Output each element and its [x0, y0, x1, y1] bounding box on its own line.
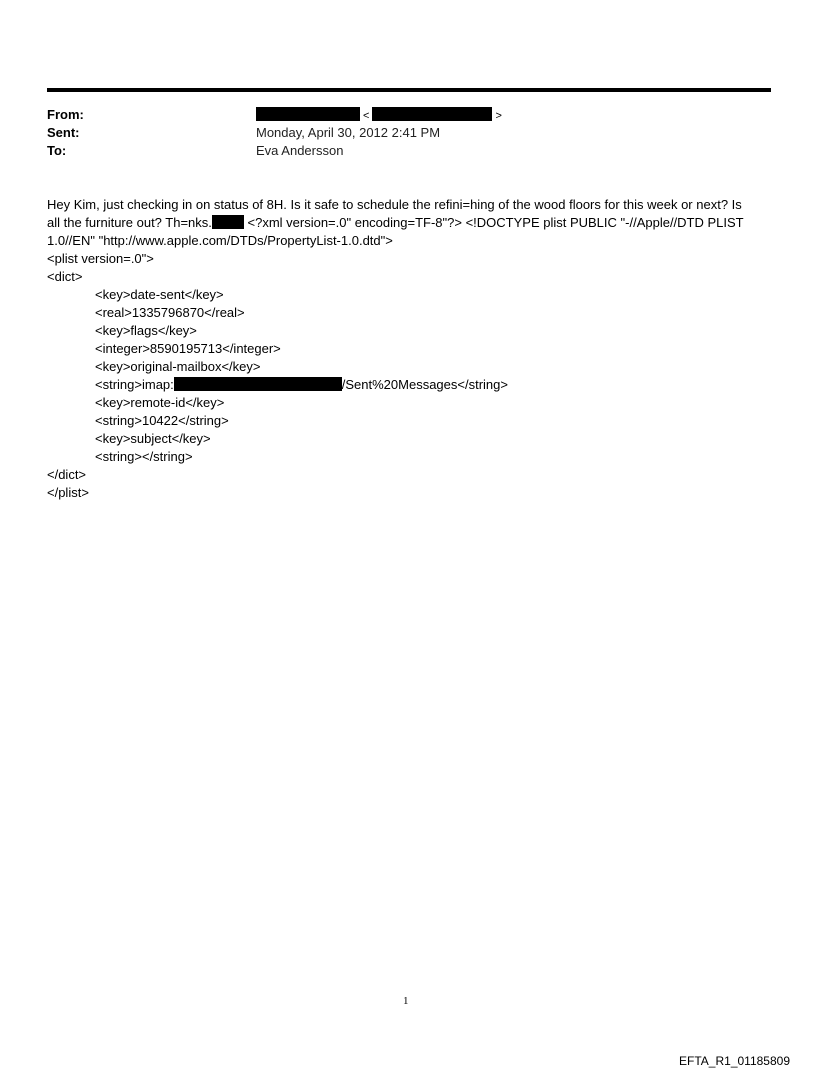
integer-value: <integer>8590195713</integer> — [95, 341, 281, 356]
key-flags: <key>flags</key> — [95, 323, 197, 338]
body-text-segment: <?xml version=.0" encoding=TF-8"?> <!DOCTYPE plist PUBLIC "-//Apple//DTD PLIST — [243, 215, 744, 230]
sent-row — [47, 125, 771, 143]
body-line — [47, 214, 771, 232]
email-body — [47, 196, 771, 502]
redaction-box — [256, 107, 360, 121]
from-label: From: — [47, 107, 84, 122]
from-close-bracket: > — [495, 110, 502, 122]
from-open-bracket: < — [363, 110, 370, 122]
plist-close: </plist> — [47, 485, 89, 500]
body-line: 1.0//EN" "http://www.apple.com/DTDs/PropertyList-1.0.dtd"> — [47, 233, 393, 248]
dict-open: <dict> — [47, 269, 83, 284]
key-date-sent: <key>date-sent</key> — [95, 287, 224, 302]
redaction-box — [212, 215, 244, 229]
imap-suffix: /Sent%20Messages</string> — [341, 377, 508, 392]
key-remote-id: <key>remote-id</key> — [95, 395, 225, 410]
document-id: EFTA_R1_01185809 — [679, 1054, 790, 1068]
to-label: To: — [47, 143, 67, 158]
key-subject: <key>subject</key> — [95, 431, 211, 446]
sent-value: Monday, April 30, 2012 2:41 PM — [256, 125, 441, 140]
header-rule — [47, 88, 771, 92]
key-original-mailbox: <key>original-mailbox</key> — [95, 359, 261, 374]
sent-label: Sent: — [47, 125, 80, 140]
string-imap — [47, 376, 771, 394]
string-remote-id: <string>10422</string> — [95, 413, 229, 428]
redaction-box — [174, 377, 342, 391]
from-row — [47, 107, 771, 125]
page-number: 1 — [403, 995, 409, 1007]
to-row — [47, 143, 771, 161]
from-value — [256, 107, 505, 122]
redaction-box — [372, 107, 492, 121]
imap-prefix: <string>imap: — [95, 377, 174, 392]
body-text-segment: all the furniture out? Th=nks. — [47, 215, 212, 230]
body-line: Hey Kim, just checking in on status of 8H. Is it safe to schedule the refini=hing of the wood floors for this week or next? Is — [47, 197, 742, 212]
to-value: Eva Andersson — [256, 143, 344, 158]
real-value: <real>1335796870</real> — [95, 305, 245, 320]
dict-close: </dict> — [47, 467, 87, 482]
string-subject: <string></string> — [95, 449, 193, 464]
email-header — [47, 107, 771, 161]
plist-open: <plist version=.0"> — [47, 251, 154, 266]
